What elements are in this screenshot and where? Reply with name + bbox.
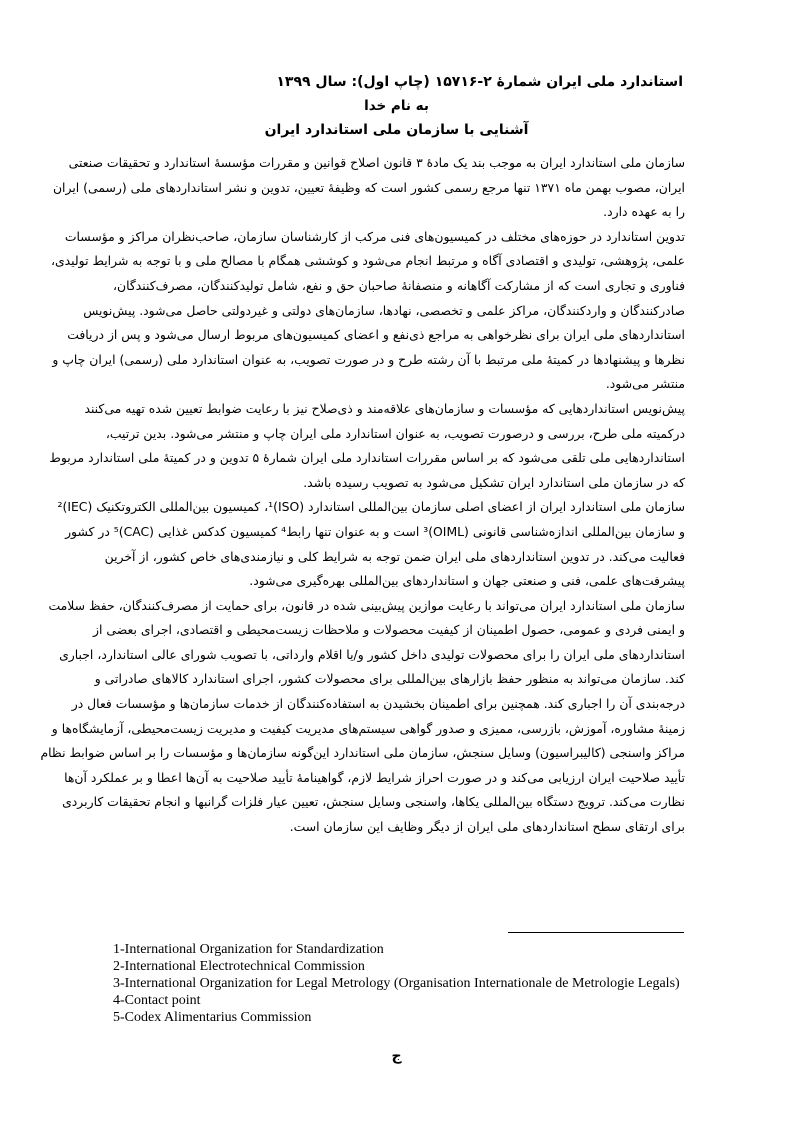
- text-line: علمی، پژوهشی، تولیدی و اقتصادی آگاه و مرتبط انجام می‌شود و کوششی همگام با مصالح ملی و با توجه به شرایط تولیدی،: [50, 253, 685, 269]
- text-line: زمینۀ مشاوره، آموزش، بازرسی، ممیزی و صدور گواهی سیستم‌های مدیریت کیفیت و مدیریت زیست‌محیطی، آزمایشگاه‌ها و: [51, 720, 685, 736]
- footnote: 4-Contact point: [113, 993, 201, 1008]
- paragraph: [49, 397, 685, 495]
- body-text: [40, 151, 685, 840]
- text-line: صادرکنندگان و واردکنندگان، مراکز علمی و تخصصی، نهادها، سازمان‌های دولتی و غیردولتی حاصل می‌شود. پیش‌نویس: [83, 302, 685, 318]
- footnote: 5-Codex Alimentarius Commission: [113, 1010, 312, 1025]
- bismillah: به نام خدا: [364, 98, 429, 114]
- text-line: فناوری و تجاری است که از مشارکت آگاهانه و منصفانۀ صاحبان حق و نفع، شامل تولیدکنندگان، مصرف‌کنندگان،: [113, 277, 685, 293]
- text-line: درکمیته ملی طرح، بررسی و درصورت تصویب، به عنوان استاندارد ملی ایران چاپ و منتشر می‌شود. بدین ترتیب،: [105, 425, 685, 441]
- footnote-divider: [508, 932, 684, 933]
- text-line: سازمان ملی استاندارد ایران از اعضای اصلی سازمان بین‌المللی استاندارد (ISO)¹، کمیسیون بین‌المللی الکتروتکنیک (IEC)²: [57, 499, 685, 515]
- paragraph: [52, 151, 685, 225]
- text-line: تدوین استاندارد در حوزه‌های مختلف در کمیسیون‌های فنی مرکب از کارشناسان سازمان، صاحب‌نظران مراکز و مؤسسات: [64, 228, 685, 244]
- text-line: و ایمنی فردی و عمومی، حصول اطمینان از کیفیت محصولات و ملاحظات زیست‌محیطی و اقتصادی، اجرای بعضی از: [93, 622, 685, 638]
- paragraph: [57, 495, 685, 593]
- footnote: 3-International Organization for Legal Metrology (Organisation Internationale de Metrologie Legals): [113, 976, 680, 991]
- text-line: که در سازمان ملی استاندارد ایران تشکیل می‌شود به تصویب رسیده باشد.: [303, 474, 685, 490]
- text-line: استانداردهای ملی ایران برای نظرخواهی به مراجع ذی‌نفع و اعضای کمیسیون‌های مربوط ارسال می‌شود و پس از دریافت: [67, 327, 685, 343]
- text-line: نظارت می‌کند. ترویج دستگاه بین‌المللی یکاها، واسنجی وسایل سنجش، تعیین عیار فلزات گرانبها و انجام تحقیقات کاربردی: [62, 794, 685, 810]
- text-line: نظرها و پیشنهادها در کمیتۀ ملی مرتبط با آن رشته طرح و در صورت تصویب، به عنوان استاندارد ملی (رسمی) ایران چاپ و: [52, 351, 685, 367]
- text-line: ایران، مصوب بهمن ماه ۱۳۷۱ تنها مرجع رسمی کشور است که وظیفۀ تعیین، تدوین و نشر استانداردهای ملی (رسمی) ایران: [52, 179, 685, 195]
- text-line: برای ارتقای سطح استانداردهای ملی ایران از دیگر وظایف این سازمان است.: [289, 819, 685, 835]
- text-line: منتشر می‌شود.: [605, 376, 685, 392]
- text-line: پیش‌نویس استانداردهایی که مؤسسات و سازمان‌های علاقه‌مند و ذی‌صلاح نیز با رعایت ضوابط تعیین شده تهیه می‌کنند: [84, 400, 685, 416]
- text-line: استانداردهایی ملی تلقی می‌شود که بر اساس مقررات استاندارد ملی ایران شمارۀ ۵ تدوین و در کمیتۀ ملی استاندارد مربوط: [49, 450, 685, 466]
- paragraph: [50, 225, 685, 397]
- footnote: 1-International Organization for Standardization: [113, 942, 384, 957]
- text-line: استانداردهای ملی ایران را برای محصولات تولیدی داخل کشور و/یا اقلام وارداتی، با تصویب شورای عالی استاندارد، اجباری: [59, 646, 685, 662]
- footnotes: [113, 941, 680, 1026]
- page-title: آشنایی با سازمان ملی استاندارد ایران: [264, 122, 529, 138]
- text-line: و سازمان بین‌المللی اندازه‌شناسی قانونی (OIML)³ است و به عنوان تنها رابط⁴ کمیسیون کدکس غذایی (CAC)⁵ در کشور: [65, 523, 685, 539]
- text-line: کند. سازمان می‌تواند به منظور حفظ بازارهای بین‌المللی برای محصولات کشور، اجرای استاندارد کالاهای صادراتی و: [94, 671, 685, 687]
- text-line: درجه‌بندی آن را اجباری کند. همچنین برای اطمینان بخشیدن به استفاده‌کنندگان از خدمات سازمان‌ها و مؤسسات فعال در: [71, 696, 685, 712]
- text-line: را به عهده دارد.: [603, 204, 685, 220]
- text-line: سازمان ملی استاندارد ایران می‌تواند با رعایت موازین پیش‌بینی شده در قانون، برای حمایت از مصرف‌کنندگان، حفظ سلامت: [48, 597, 685, 613]
- page-number: ج: [391, 1048, 402, 1064]
- text-line: فعالیت می‌کند. در تدوین استانداردهای ملی ایران ضمن توجه به شرایط کلی و نیازمندی‌های خاص کشور، از آخرین: [104, 548, 685, 564]
- text-line: مراکز واسنجی (کالیبراسیون) وسایل سنجش، سازمان ملی استاندارد این‌گونه سازمان‌ها و مؤسسات را بر اساس ضوابط نظام: [40, 745, 685, 761]
- footnote: 2-International Electrotechnical Commission: [113, 959, 365, 974]
- paragraph: [40, 594, 685, 840]
- document-header: استاندارد ملی ایران شمارۀ ۲-۱۵۷۱۶ (چاپ اول): سال ۱۳۹۹: [276, 74, 683, 90]
- text-line: پیشرفت‌های علمی، فنی و صنعتی جهان و استانداردهای بین‌المللی بهره‌گیری می‌شود.: [249, 573, 685, 589]
- text-line: سازمان ملی استاندارد ایران به موجب بند یک مادۀ ۳ قانون اصلاح قوانین و مقررات مؤسسۀ استاندارد و تحقیقات صنعتی: [68, 155, 685, 170]
- text-line: تأیید صلاحیت ایران ارزیابی می‌کند و در صورت احراز شرایط لازم، گواهینامۀ تأیید صلاحیت به آن‌ها اعطا و بر عملکرد آن‌ها: [64, 769, 685, 785]
